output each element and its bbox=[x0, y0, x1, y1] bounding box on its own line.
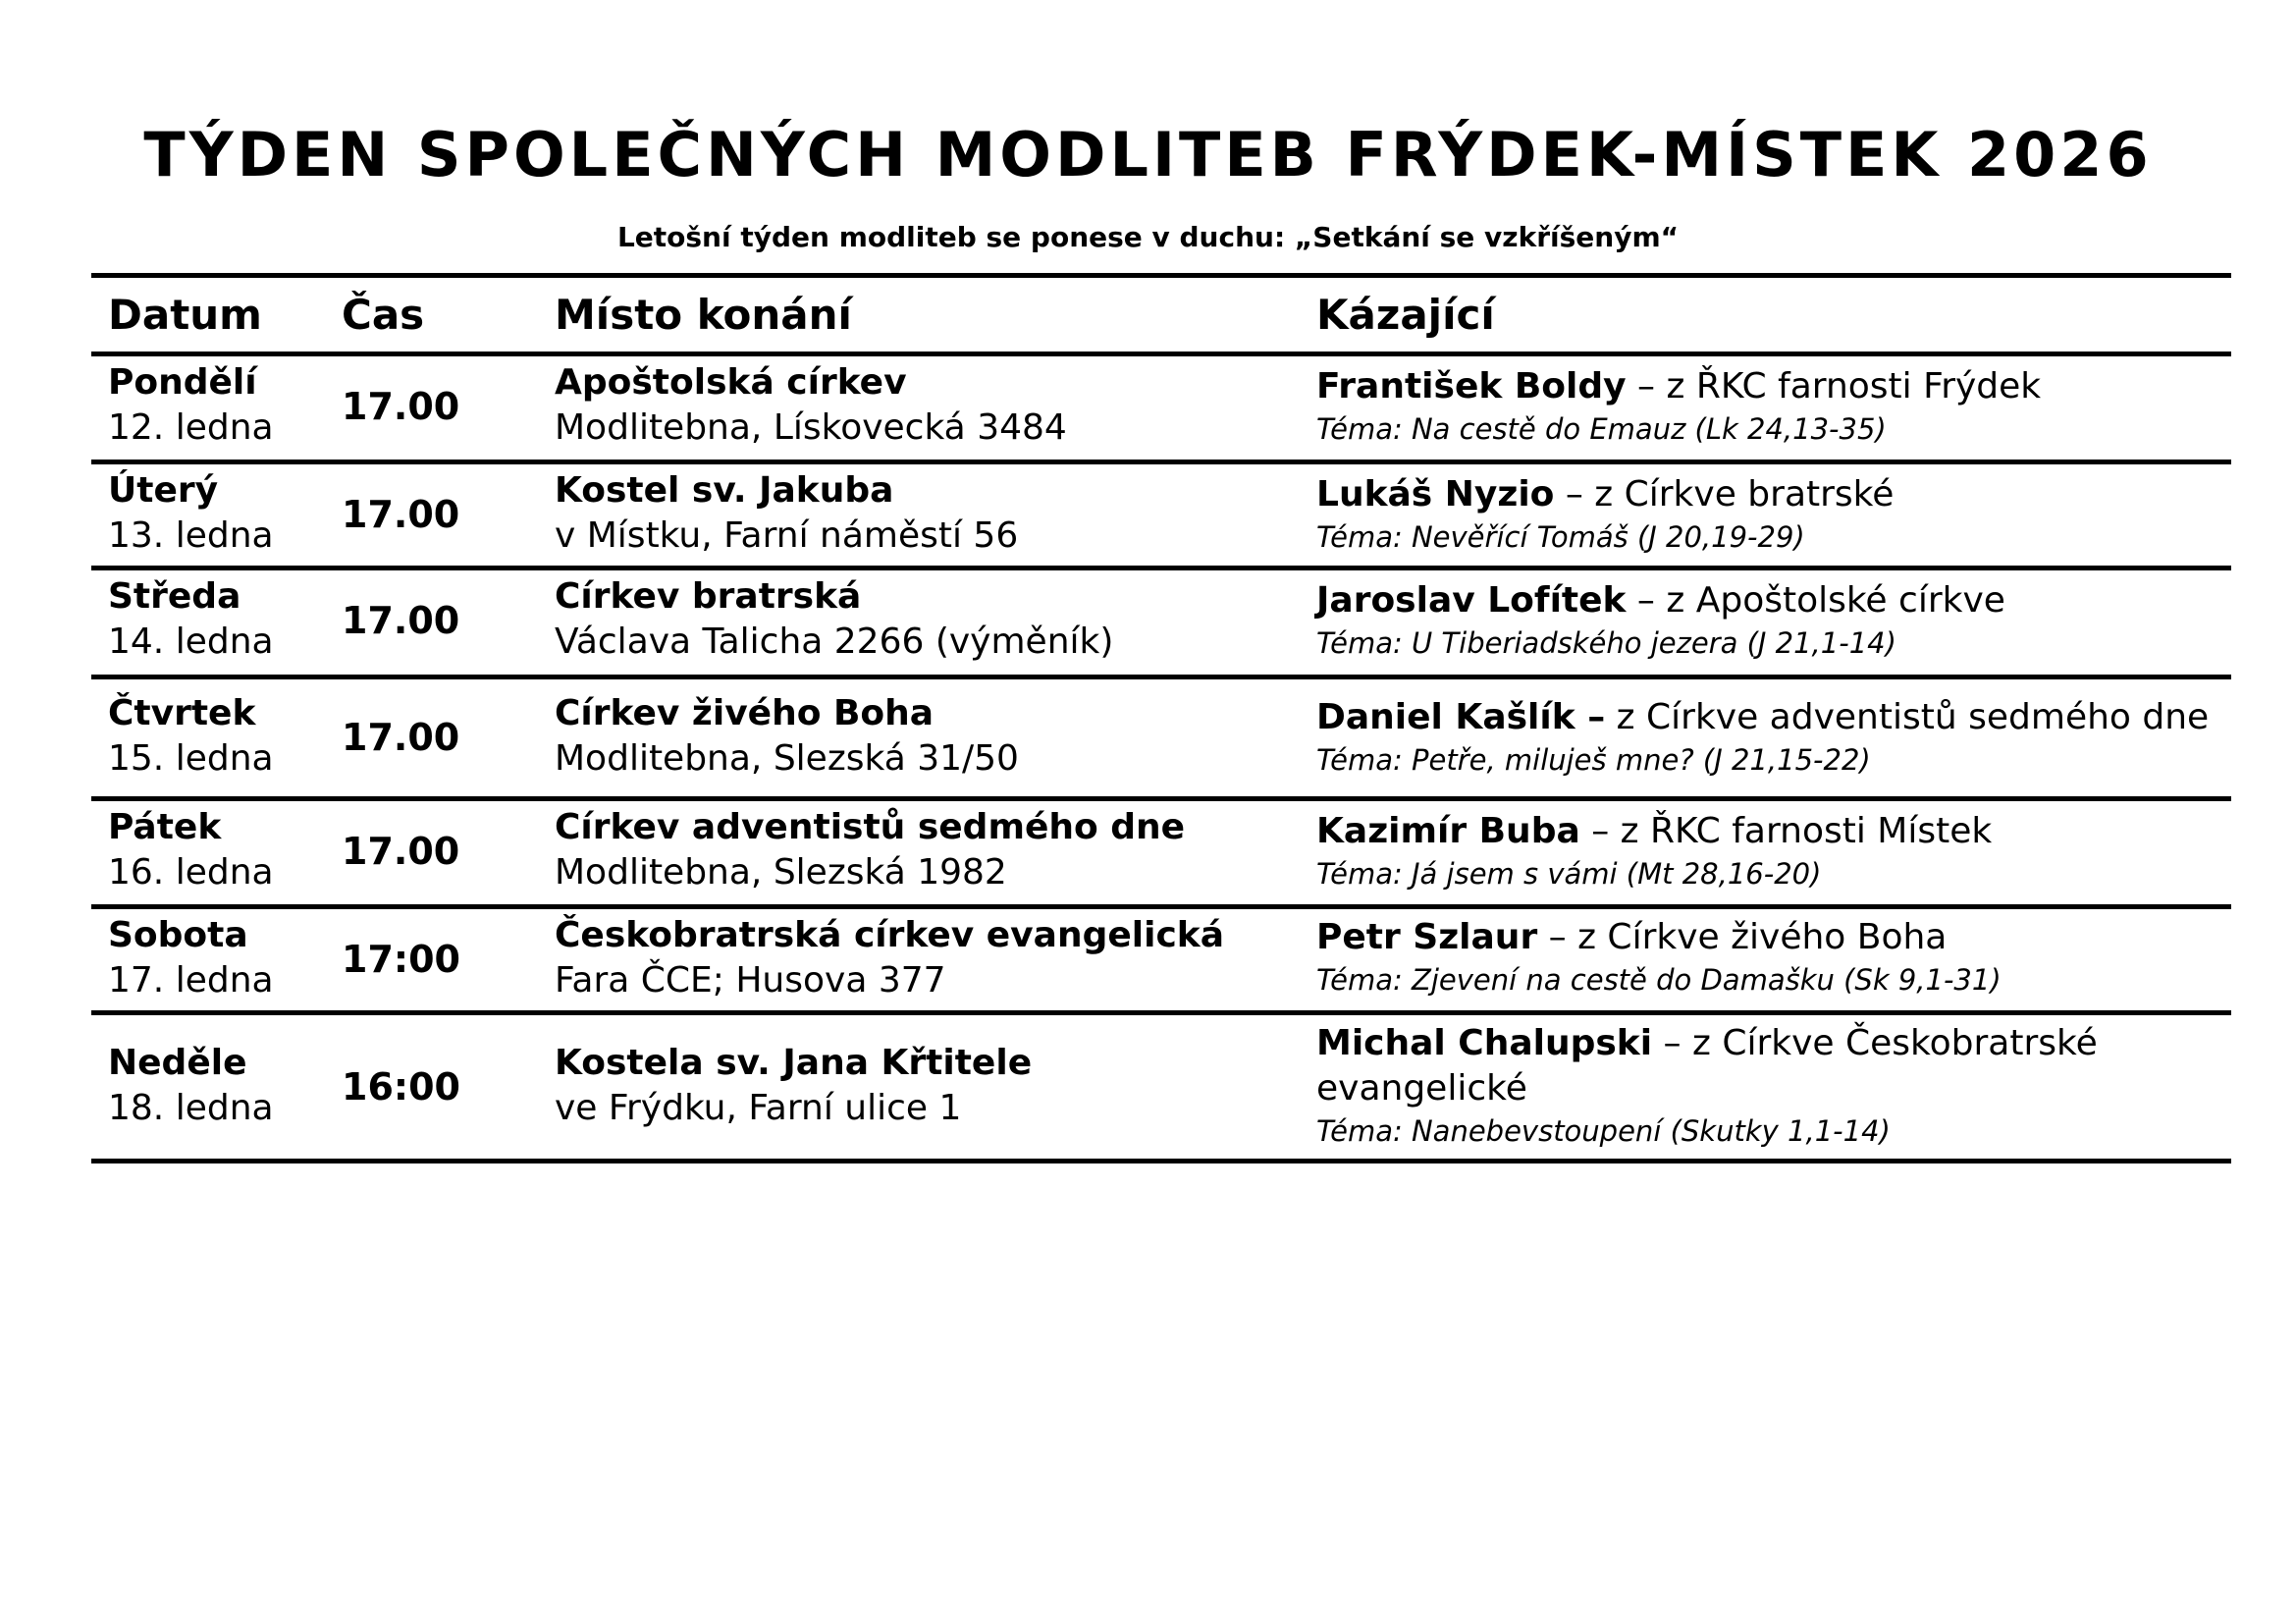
preacher-origin: – z Církve Českobratrské evangelické bbox=[1316, 1023, 2098, 1109]
time-cell: 16:00 bbox=[342, 1065, 460, 1109]
preacher-origin: – z Apoštolské církve bbox=[1626, 580, 2005, 621]
place-name: Kostel sv. Jakuba bbox=[555, 470, 894, 511]
place-address: ve Frýdku, Farní ulice 1 bbox=[555, 1088, 962, 1128]
date-text: 17. ledna bbox=[108, 960, 274, 1001]
date-cell bbox=[108, 691, 274, 782]
place-cell bbox=[555, 360, 1067, 451]
table-bottom-rule bbox=[91, 1159, 2231, 1163]
preacher-cell bbox=[1316, 578, 2219, 663]
date-cell bbox=[108, 360, 274, 451]
preacher-origin: z Církve adventistů sedmého dne bbox=[1605, 697, 2210, 737]
preacher-origin: – z Církve živého Boha bbox=[1537, 917, 1948, 957]
column-header-preacher: Kázající bbox=[1316, 291, 1495, 339]
day-name: Sobota bbox=[108, 915, 248, 955]
sermon-topic: Téma: Zjevení na cestě do Damašku (Sk 9,1-31) bbox=[1316, 963, 2002, 997]
place-name: Apoštolská církev bbox=[555, 362, 907, 403]
date-cell bbox=[108, 805, 274, 895]
time-cell: 17:00 bbox=[342, 938, 460, 981]
sermon-topic: Téma: Na cestě do Emauz (Lk 24,13-35) bbox=[1316, 412, 1887, 446]
date-text: 15. ledna bbox=[108, 738, 274, 779]
date-text: 14. ledna bbox=[108, 622, 274, 662]
date-text: 18. ledna bbox=[108, 1088, 274, 1128]
place-name: Českobratrská církev evangelická bbox=[555, 915, 1225, 955]
preacher-cell bbox=[1316, 809, 2219, 893]
time-cell: 17.00 bbox=[342, 716, 460, 759]
sermon-topic: Téma: Já jsem s vámi (Mt 28,16-20) bbox=[1316, 857, 1822, 891]
preacher-name: Jaroslav Lofítek bbox=[1316, 580, 1627, 621]
day-name: Středa bbox=[108, 576, 241, 617]
place-name: Církev bratrská bbox=[555, 576, 862, 617]
table-row bbox=[91, 801, 2231, 904]
preacher-name: František Boldy bbox=[1316, 366, 1627, 406]
schedule-table bbox=[91, 273, 2231, 1163]
time-cell: 17.00 bbox=[342, 830, 460, 873]
table-row bbox=[91, 464, 2231, 566]
preacher-name: Michal Chalupski bbox=[1316, 1023, 1653, 1063]
preacher-cell bbox=[1316, 695, 2219, 780]
page-title: TÝDEN SPOLEČNÝCH MODLITEB FRÝDEK-MÍSTEK 2026 bbox=[143, 119, 2153, 190]
sermon-topic: Téma: Nevěřící Tomáš (J 20,19-29) bbox=[1316, 520, 1805, 554]
sermon-topic: Téma: Nanebevstoupení (Skutky 1,1-14) bbox=[1316, 1114, 1891, 1148]
sermon-topic: Téma: U Tiberiadského jezera (J 21,1-14) bbox=[1316, 626, 1896, 660]
date-text: 16. ledna bbox=[108, 852, 274, 893]
place-address: Modlitebna, Slezská 1982 bbox=[555, 852, 1007, 893]
place-address: Modlitebna, Slezská 31/50 bbox=[555, 738, 1019, 779]
table-header bbox=[91, 278, 2231, 352]
preacher-name: Lukáš Nyzio bbox=[1316, 474, 1555, 514]
place-name: Církev živého Boha bbox=[555, 693, 934, 733]
preacher-origin: – z ŘKC farnosti Místek bbox=[1579, 811, 1993, 851]
day-name: Čtvrtek bbox=[108, 693, 256, 733]
day-name: Pátek bbox=[108, 807, 222, 847]
date-cell bbox=[108, 913, 274, 1003]
page-subtitle: Letošní týden modliteb se ponese v duchu: „Setkání se vzkříšeným“ bbox=[616, 221, 1680, 253]
preacher-origin: – z ŘKC farnosti Frýdek bbox=[1626, 366, 2042, 406]
column-header-time: Čas bbox=[342, 291, 425, 339]
date-cell bbox=[108, 574, 274, 665]
preacher-name: Kazimír Buba bbox=[1316, 811, 1580, 851]
preacher-cell bbox=[1316, 915, 2219, 1000]
place-cell bbox=[555, 913, 1224, 1003]
place-address: v Místku, Farní náměstí 56 bbox=[555, 515, 1019, 556]
time-cell: 17.00 bbox=[342, 385, 460, 428]
preacher-name: Daniel Kašlík – bbox=[1316, 697, 1606, 737]
sermon-topic: Téma: Petře, miluješ mne? (J 21,15-22) bbox=[1316, 743, 1871, 777]
date-cell bbox=[108, 1041, 274, 1131]
date-text: 13. ledna bbox=[108, 515, 274, 556]
date-cell bbox=[108, 468, 274, 559]
place-cell bbox=[555, 805, 1185, 895]
day-name: Pondělí bbox=[108, 362, 257, 403]
time-cell: 17.00 bbox=[342, 599, 460, 642]
table-row bbox=[91, 679, 2231, 796]
day-name: Neděle bbox=[108, 1043, 247, 1083]
place-name: Církev adventistů sedmého dne bbox=[555, 807, 1186, 847]
place-cell bbox=[555, 1041, 1032, 1131]
day-name: Úterý bbox=[108, 470, 219, 511]
preacher-cell bbox=[1316, 472, 2219, 557]
place-address: Václava Talicha 2266 (výměník) bbox=[555, 622, 1114, 662]
preacher-cell bbox=[1316, 364, 2219, 449]
place-address: Modlitebna, Lískovecká 3484 bbox=[555, 407, 1067, 448]
preacher-cell bbox=[1316, 1021, 2161, 1151]
table-row bbox=[91, 1015, 2231, 1159]
column-header-place: Místo konání bbox=[555, 291, 852, 339]
date-text: 12. ledna bbox=[108, 407, 274, 448]
place-cell bbox=[555, 574, 1113, 665]
table-row bbox=[91, 909, 2231, 1010]
time-cell: 17.00 bbox=[342, 493, 460, 536]
place-cell bbox=[555, 691, 1019, 782]
column-header-date: Datum bbox=[108, 291, 262, 339]
table-row bbox=[91, 570, 2231, 675]
table-row bbox=[91, 356, 2231, 460]
preacher-origin: – z Církve bratrské bbox=[1554, 474, 1895, 514]
place-cell bbox=[555, 468, 1018, 559]
place-address: Fara ČCE; Husova 377 bbox=[555, 960, 946, 1001]
place-name: Kostela sv. Jana Křtitele bbox=[555, 1043, 1033, 1083]
preacher-name: Petr Szlaur bbox=[1316, 917, 1538, 957]
